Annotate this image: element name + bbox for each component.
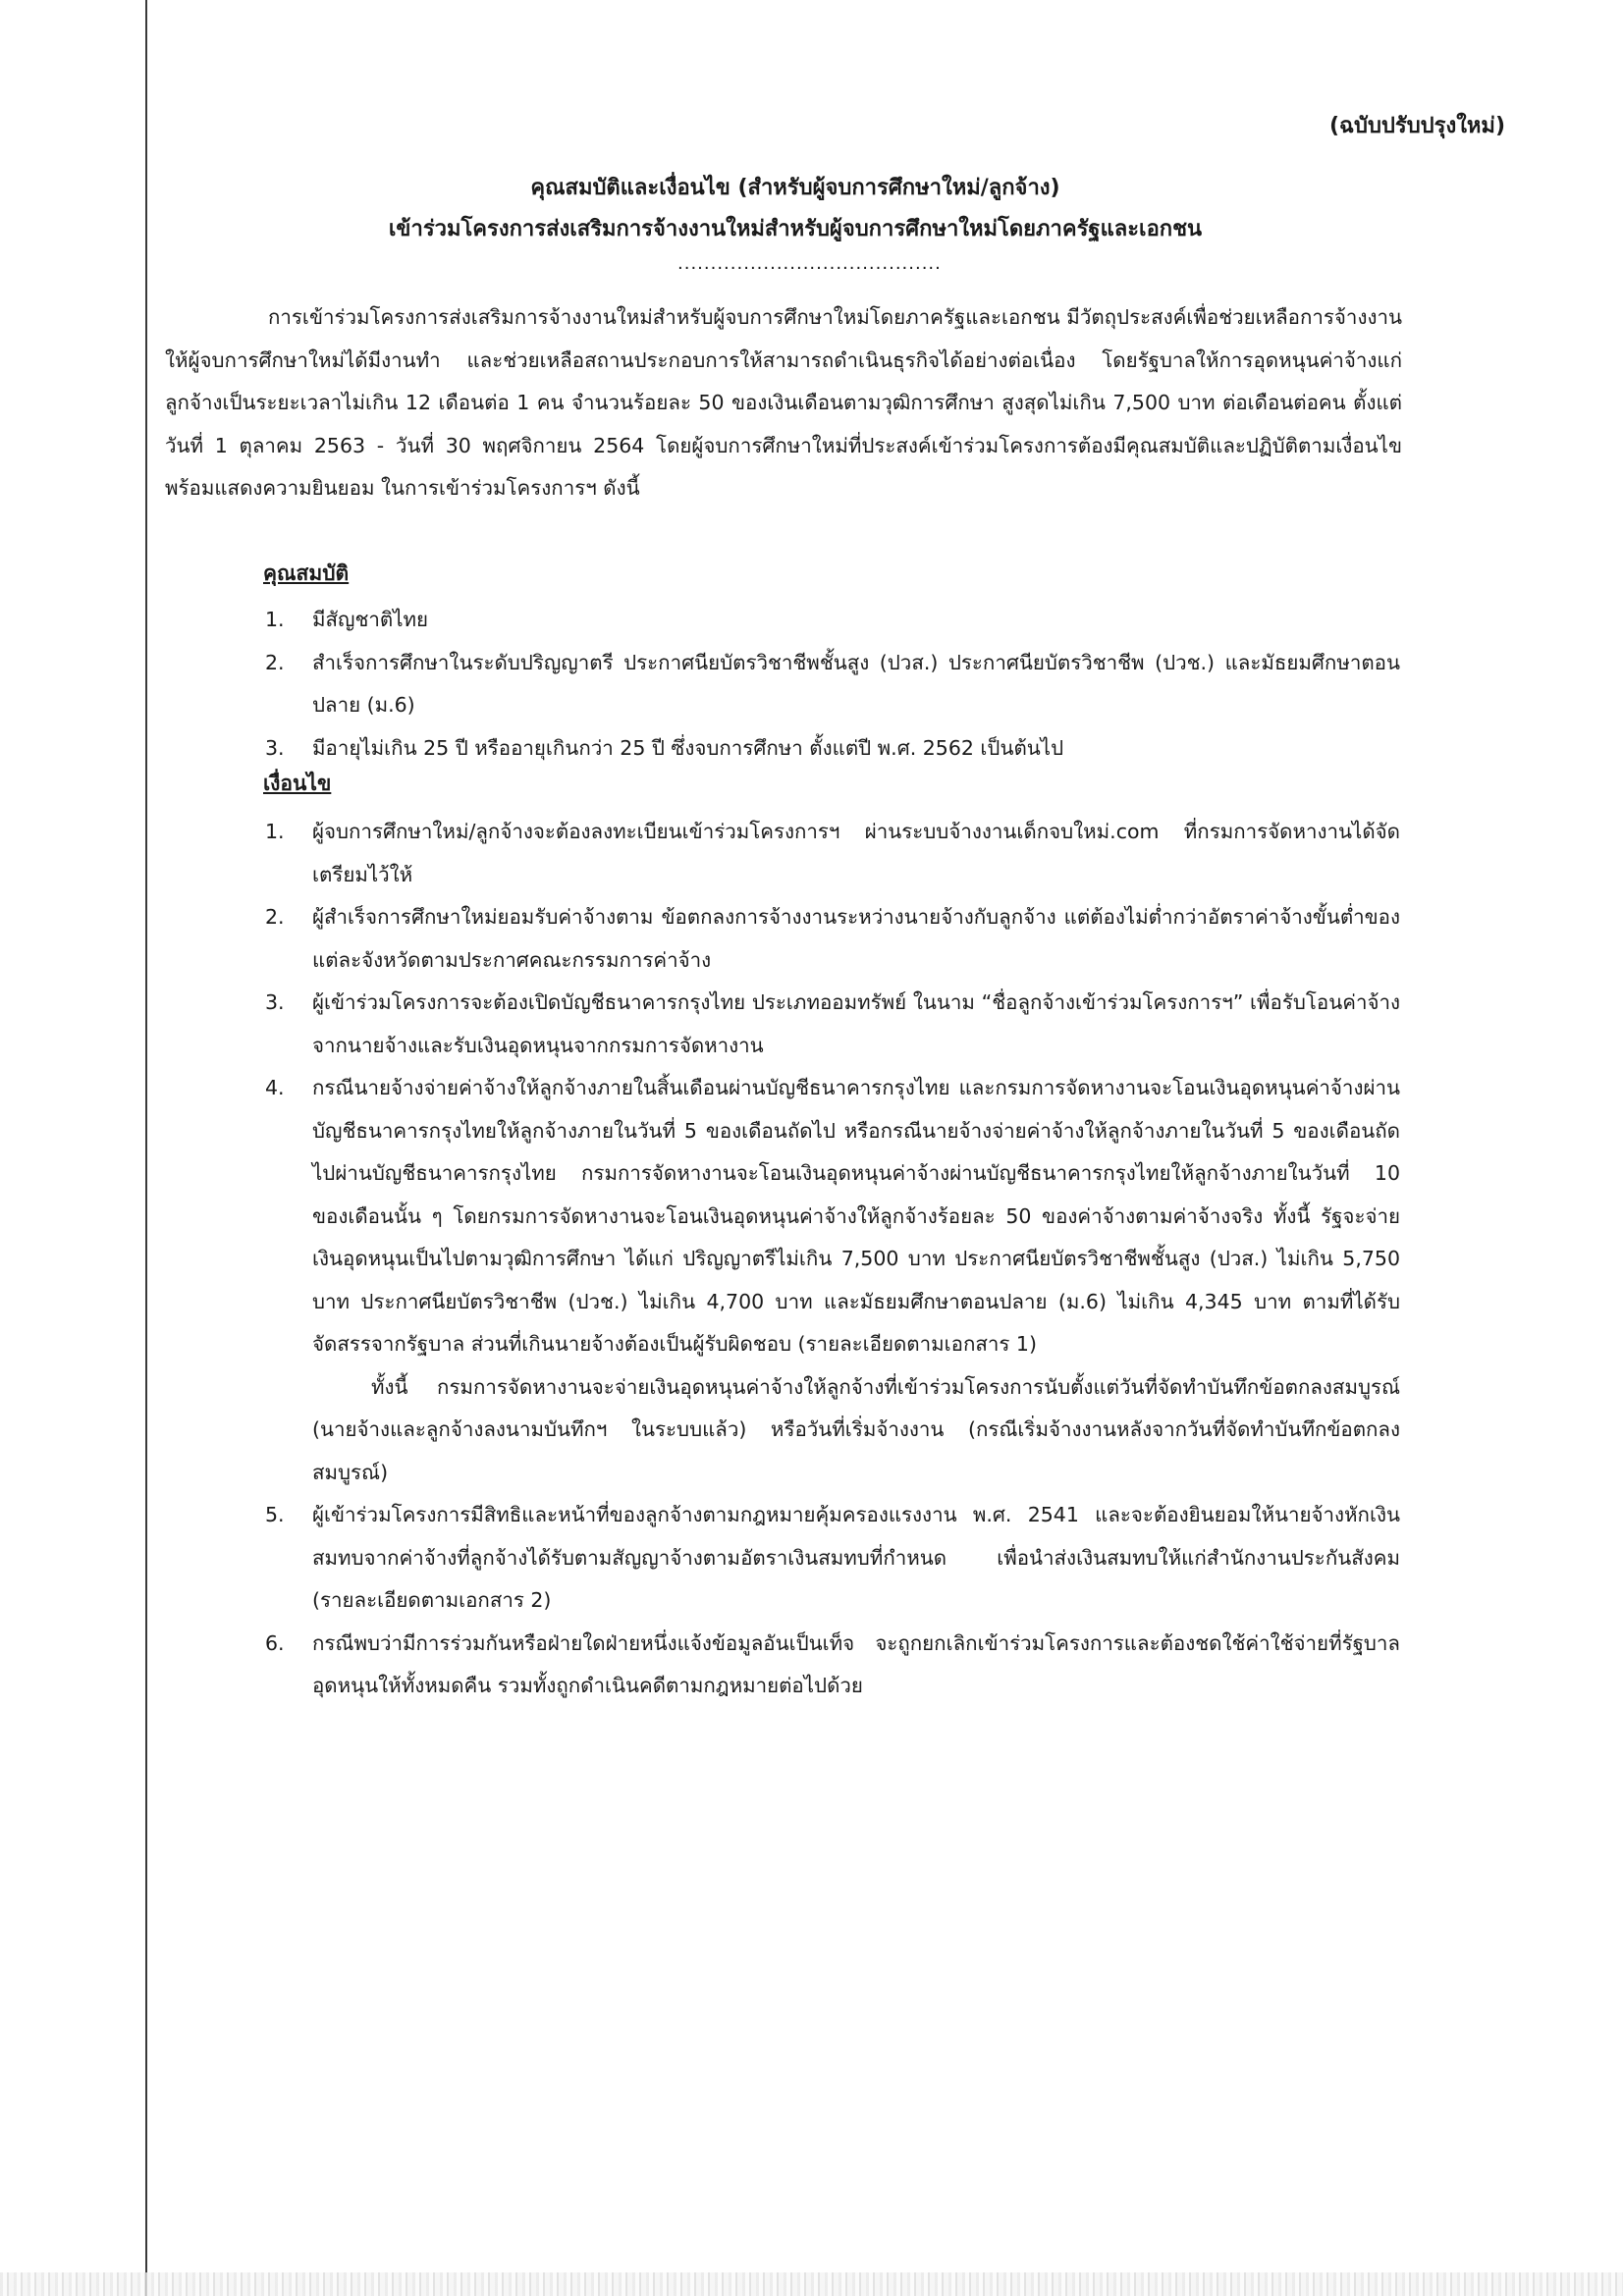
list-item [265,599,1400,642]
intro-paragraph: การเข้าร่วมโครงการส่งเสริมการจ้างงานใหม่สำหรับผู้จบการศึกษาใหม่โดยภาครัฐและเอกชน มีวัตถุประสงค์เพื่อช่วยเหลือการจ้างงานให้ผู้จบการศึกษาใหม่ได้มีงานทำ และช่วยเหลือสถานประกอบการให้สามารถดำเนินธุรกิจได้อย่างต่อเนื่อง โดยรัฐบาลให้การอุดหนุนค่าจ้างแก่ลูกจ้างเป็นระยะเวลาไม่เกิน 12 เดือนต่อ 1 คน จำนวนร้อยละ 50 ของเงินเดือนตามวุฒิการศึกษา สูงสุดไม่เกิน 7,500 บาท ต่อเดือนต่อคน ตั้งแต่วันที่ 1 ตุลาคม 2563 - วันที่ 30 พฤศจิกายน 2564 โดยผู้จบการศึกษาใหม่ที่ประสงค์เข้าร่วมโครงการต้องมีคุณสมบัติและปฏิบัติตามเงื่อนไข พร้อมแสดงความยินยอม ในการเข้าร่วมโครงการฯ ดังนี้ [165,305,1402,500]
item-number: 1. [265,608,285,631]
item-text: ผู้เข้าร่วมโครงการมีสิทธิและหน้าที่ของลูกจ้างตามกฎหมายคุ้มครองแรงงาน พ.ศ. 2541 และจะต้องยินยอมให้นายจ้างหักเงินสมทบจากค่าจ้างที่ลูกจ้างได้รับตามสัญญาจ้างตามอัตราเงินสมทบที่กำหนด เพื่อนำส่งเงินสมทบให้แก่สำนักงานประกันสังคม (รายละเอียดตามเอกสาร 2) [312,1503,1400,1612]
conditions-list [265,811,1400,1708]
item-number: 2. [265,905,285,929]
item-text: ผู้จบการศึกษาใหม่/ลูกจ้างจะต้องลงทะเบียนเข้าร่วมโครงการฯ ผ่านระบบจ้างงานเด็กจบใหม่.com ที่กรมการจัดหางานได้จัดเตรียมไว้ให้ [312,820,1400,886]
item-text: ผู้เข้าร่วมโครงการจะต้องเปิดบัญชีธนาคารกรุงไทย ประเภทออมทรัพย์ ในนาม “ชื่อลูกจ้างเข้าร่วมโครงการฯ” เพื่อรับโอนค่าจ้างจากนายจ้างและรับเงินอุดหนุนจากกรมการจัดหางาน [312,990,1400,1057]
list-item [265,642,1400,727]
item-number: 5. [265,1503,285,1526]
item-number: 3. [265,735,285,760]
item-note: ทั้งนี้ กรมการจัดหางานจะจ่ายเงินอุดหนุนค่าจ้างให้ลูกจ้างที่เข้าร่วมโครงการนับตั้งแต่วันที่จัดทำบันทึกข้อตกลงสมบูรณ์ (นายจ้างและลูกจ้างลงนามบันทึกฯ ในระบบแล้ว) หรือวันที่เริ่มจ้างงาน (กรณีเริ่มจ้างงานหลังจากวันที่จัดทำบันทึกข้อตกลงสมบูรณ์) [312,1374,1400,1484]
item-number: 1. [265,820,285,843]
revision-label: (ฉบับปรับปรุงใหม่) [1328,114,1505,138]
item-number: 6. [265,1630,285,1655]
list-item [265,727,1400,771]
scan-edge-noise [0,2272,1623,2296]
item-text: กรณีพบว่ามีการร่วมกันหรือฝ่ายใดฝ่ายหนึ่งแจ้งข้อมูลอันเป็นเท็จ จะถูกยกเลิกเข้าร่วมโครงการและต้องชดใช้ค่าใช้จ่ายที่รัฐบาลอุดหนุนให้ทั้งหมดคืน รวมทั้งถูกดำเนินคดีตามกฎหมายต่อไปด้วย [312,1630,1400,1697]
item-text: มีอายุไม่เกิน 25 ปี หรืออายุเกินกว่า 25 ปี ซึ่งจบการศึกษา ตั้งแต่ปี พ.ศ. 2562 เป็นต้นไป [312,735,1064,760]
item-number: 2. [265,650,285,674]
list-item [265,896,1400,982]
item-number: 4. [265,1076,285,1099]
list-item [265,811,1400,896]
title-divider: ........................................ [677,253,942,274]
list-item [265,1494,1400,1623]
qualifications-heading: คุณสมบัติ [263,561,350,585]
item-text: สำเร็จการศึกษาในระดับปริญญาตรี ประกาศนียบัตรวิชาชีพชั้นสูง (ปวส.) ประกาศนียบัตรวิชาชีพ (ปวช.) และมัธยมศึกษาตอนปลาย (ม.6) [312,650,1400,717]
item-text: ผู้สำเร็จการศึกษาใหม่ยอมรับค่าจ้างตาม ข้อตกลงการจ้างงานระหว่างนายจ้างกับลูกจ้าง แต่ต้องไม่ต่ำกว่าอัตราค่าจ้างขั้นต่ำของแต่ละจังหวัดตามประกาศคณะกรรมการค่าจ้าง [312,905,1400,972]
list-item [265,1067,1400,1494]
qualifications-list [265,599,1400,770]
document-subtitle: เข้าร่วมโครงการส่งเสริมการจ้างงานใหม่สำหรับผู้จบการศึกษาใหม่โดยภาครัฐและเอกชน [388,217,1203,241]
item-text: มีสัญชาติไทย [312,608,429,631]
item-number: 3. [265,990,285,1014]
conditions-heading: เงื่อนไข [263,772,332,795]
document-title: คุณสมบัติและเงื่อนไข (สำหรับผู้จบการศึกษาใหม่/ลูกจ้าง) [530,176,1060,200]
list-item [265,982,1400,1067]
list-item [265,1623,1400,1708]
item-text: กรณีนายจ้างจ่ายค่าจ้างให้ลูกจ้างภายในสิ้นเดือนผ่านบัญชีธนาคารกรุงไทย และกรมการจัดหางานจะโอนเงินอุดหนุนค่าจ้างผ่านบัญชีธนาคารกรุงไทยให้ลูกจ้างภายในวันที่ 5 ของเดือนถัดไป หรือกรณีนายจ้างจ่ายค่าจ้างให้ลูกจ้างภายในวันที่ 5 ของเดือนถัดไปผ่านบัญชีธนาคารกรุงไทย กรมการจัดหางานจะโอนเงินอุดหนุนค่าจ้างผ่านบัญชีธนาคารกรุงไทยให้ลูกจ้างภายในวันที่ 10 ของเดือนนั้น ๆ โดยกรมการจัดหางานจะโอนเงินอุดหนุนค่าจ้างให้ลูกจ้างร้อยละ 50 ของค่าจ้างตามค่าจ้างจริง ทั้งนี้ รัฐจะจ่ายเงินอุดหนุนเป็นไปตามวุฒิการศึกษา ได้แก่ ปริญญาตรีไม่เกิน 7,500 บาท ประกาศนียบัตรวิชาชีพชั้นสูง (ปวส.) ไม่เกิน 5,750 บาท ประกาศนียบัตรวิชาชีพ (ปวช.) ไม่เกิน 4,700 บาท และมัธยมศึกษาตอนปลาย (ม.6) ไม่เกิน 4,345 บาท ตามที่ได้รับจัดสรรจากรัฐบาล ส่วนที่เกินนายจ้างต้องเป็นผู้รับผิดชอบ (รายละเอียดตามเอกสาร 1) [312,1076,1400,1356]
